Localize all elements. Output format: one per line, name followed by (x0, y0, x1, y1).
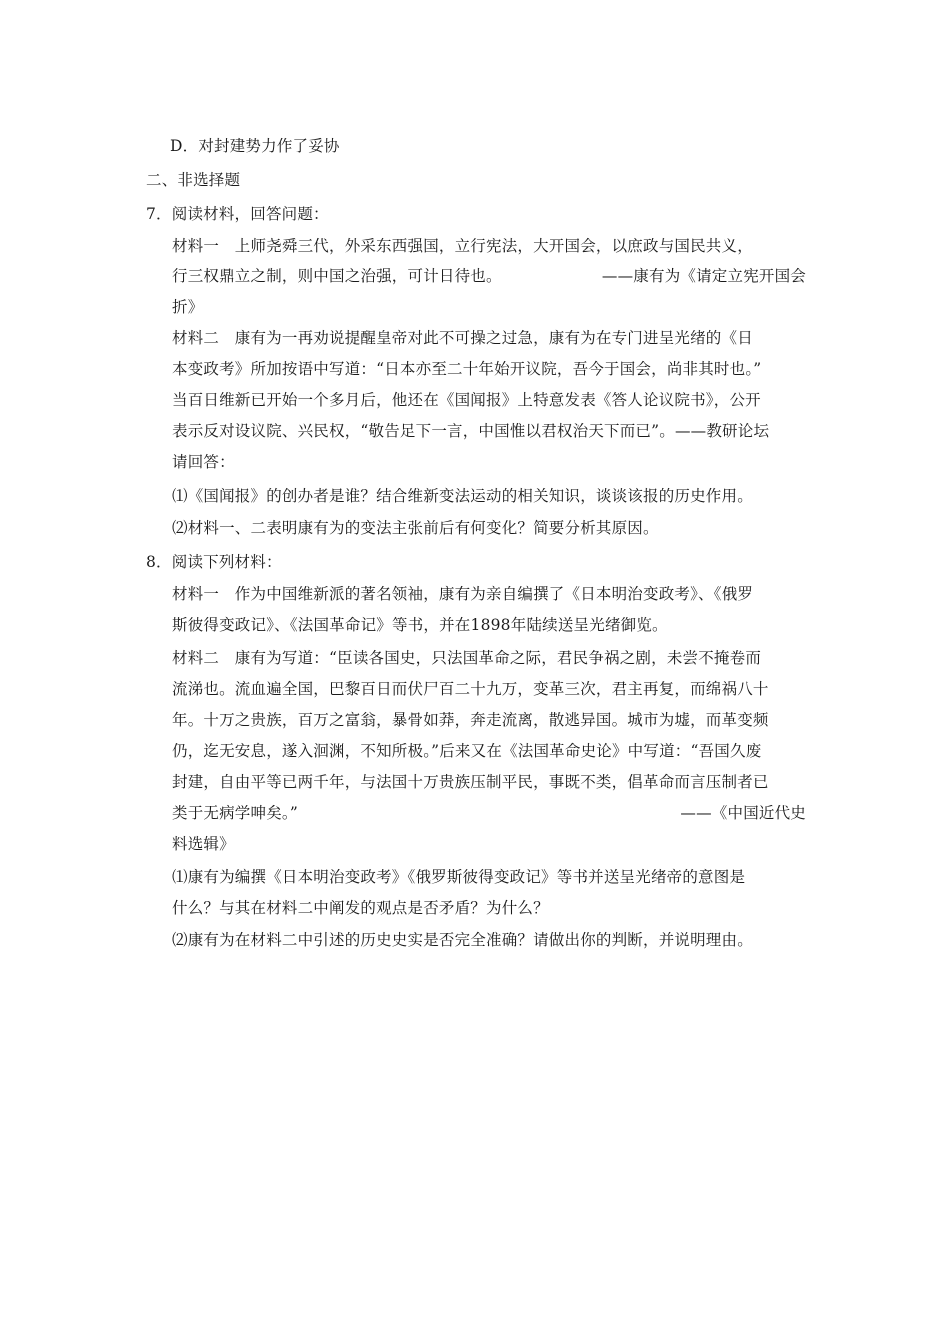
q8-material-2-line-3: 年。十万之贵族，百万之富翁，暴骨如莽，奔走流离，散逃异国。城市为墟，而革变频 (172, 711, 769, 729)
q8-material-2-source: ——《中国近代史 (680, 804, 806, 822)
q7-material-1-line-1: 材料一 上师尧舜三代，外采东西强国，立行宪法，大开国会，以庶政与国民共义， (172, 237, 753, 255)
q8-material-1-line-2: 斯彼得变政记》、《法国革命记》等书，并在1898年陆续送呈光绪御览。 (172, 616, 668, 634)
q7-subquestion-2: ⑵材料一、二表明康有为的变法主张前后有何变化？简要分析其原因。 (172, 519, 659, 537)
q8-material-2-line-5: 封建，自由平等已两千年，与法国十万贵族压制平民，事既不类，倡革命而言压制者已 (172, 773, 769, 791)
q7-subquestion-1: ⑴《国闻报》的创办者是谁？结合维新变法运动的相关知识，谈谈该报的历史作用。 (172, 487, 753, 505)
q8-material-2-line-4: 仍，迄无安息，遂入洄渊，不知所极。”后来又在《法国革命史论》中写道：“吾国久废 (172, 742, 762, 760)
q8-material-2-line-2: 流涕也。流血遍全国，巴黎百日而伏尸百二十九万，变革三次，君主再复，而绵祸八十 (172, 680, 769, 698)
q8-subquestion-2: ⑵康有为在材料二中引述的历史史实是否完全准确？请做出你的判断，并说明理由。 (172, 931, 753, 949)
q7-material-1-line-2: 行三权鼎立之制，则中国之治强，可计日待也。 (172, 267, 502, 285)
q8-material-2-line-1: 材料二 康有为写道：“臣读各国史，只法国革命之际，君民争祸之剧，未尝不掩卷而 (172, 649, 762, 667)
q7-material-1-source-end: 折》 (172, 298, 204, 316)
q8-subquestion-1-line-2: 什么？与其在材料二中阐发的观点是否矛盾？为什么？ (172, 899, 549, 917)
q7-material-2-line-3: 当百日维新已开始一个多月后，他还在《国闻报》上特意发表《答人论议院书》，公开 (172, 391, 761, 409)
q8-material-2-line-6: 类于无病学呻矣。” (172, 804, 298, 822)
option-d: D．对封建势力作了妥协 (170, 137, 340, 155)
q8-material-1-line-1: 材料一 作为中国维新派的著名领袖，康有为亲自编撰了《日本明治变政考》、《俄罗 (172, 585, 754, 603)
section-heading: 二、非选择题 (146, 171, 241, 189)
q7-prompt: 请回答： (172, 453, 235, 471)
question-8-title: 8．阅读下列材料： (146, 553, 282, 571)
q7-material-2-line-4: 表示反对设议院、兴民权，“敬告足下一言，中国惟以君权治天下而已”。——教研论坛 (172, 422, 770, 440)
q8-material-2-source-end: 料选辑》 (172, 835, 235, 853)
q8-subquestion-1-line-1: ⑴康有为编撰《日本明治变政考》《俄罗斯彼得变政记》等书并送呈光绪帝的意图是 (172, 868, 746, 886)
q7-material-2-line-2: 本变政考》所加按语中写道：“日本亦至二十年始开议院，吾今于国会，尚非其时也。” (172, 360, 762, 378)
question-7-title: 7．阅读材料，回答问题： (146, 205, 329, 223)
q7-material-2-line-1: 材料二 康有为一再劝说提醒皇帝对此不可操之过急，康有为在专门进呈光绪的《日 (172, 329, 753, 347)
q7-material-1-source: ——康有为《请定立宪开国会 (601, 267, 806, 285)
